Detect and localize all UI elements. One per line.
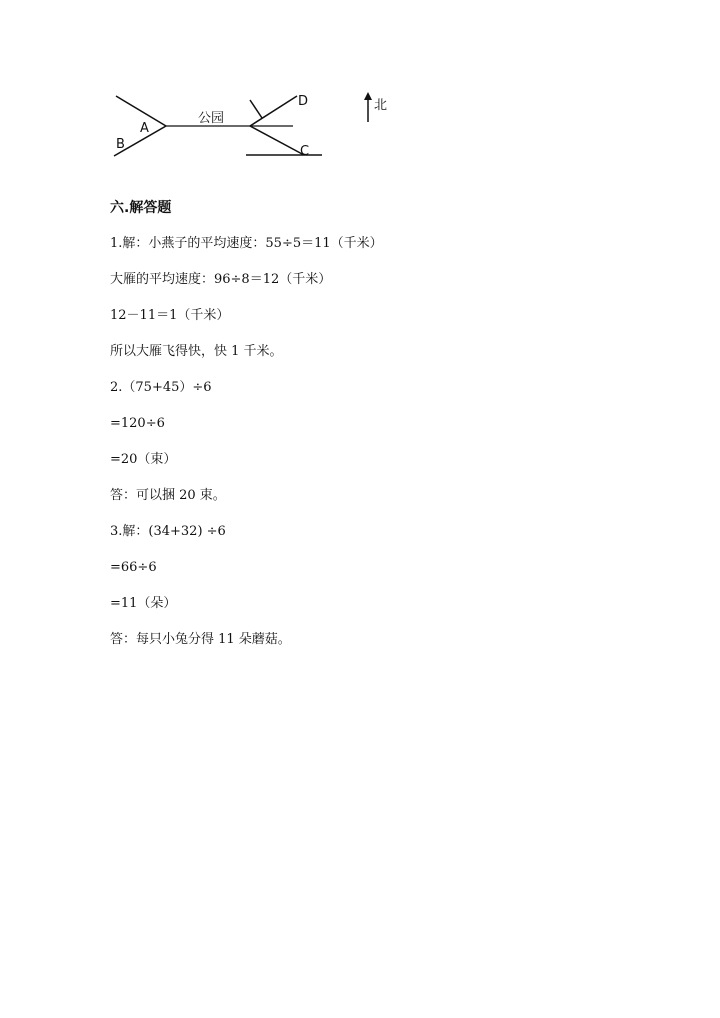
route-line-to-c (250, 126, 304, 155)
section-title: 六.解答题 (110, 200, 172, 216)
point-d-label: D (298, 94, 309, 109)
answer-line: 所以大雁飞得快，快 1 千米。 (110, 344, 283, 359)
route-line-short (250, 100, 262, 118)
answer-line: 2.（75+45）÷6 (110, 380, 212, 395)
answer-section (110, 198, 630, 666)
answer-line: 12－11＝1（千米） (110, 308, 230, 323)
route-map-diagram (100, 80, 420, 170)
answer-line: =20（束） (110, 452, 177, 467)
point-b-label: B (116, 137, 125, 152)
route-map-figure (100, 80, 420, 170)
park-label: 公园 (198, 111, 225, 126)
answer-line: =11（朵） (110, 596, 177, 611)
answer-line: 答：每只小兔分得 11 朵蘑菇。 (110, 632, 291, 647)
north-arrow-icon (364, 92, 372, 100)
answer-line: =66÷6 (110, 560, 157, 575)
answer-line: =120÷6 (110, 416, 165, 431)
answer-line: 1.解：小燕子的平均速度：55÷5＝11（千米） (110, 236, 383, 251)
point-c-label: C (300, 144, 310, 159)
north-label: 北 (374, 98, 388, 113)
point-a-label: A (140, 121, 149, 136)
answer-line: 大雁的平均速度：96÷8＝12（千米） (110, 272, 332, 287)
answer-line: 答：可以捆 20 束。 (110, 488, 226, 503)
answer-line: 3.解：(34+32) ÷6 (110, 524, 226, 539)
